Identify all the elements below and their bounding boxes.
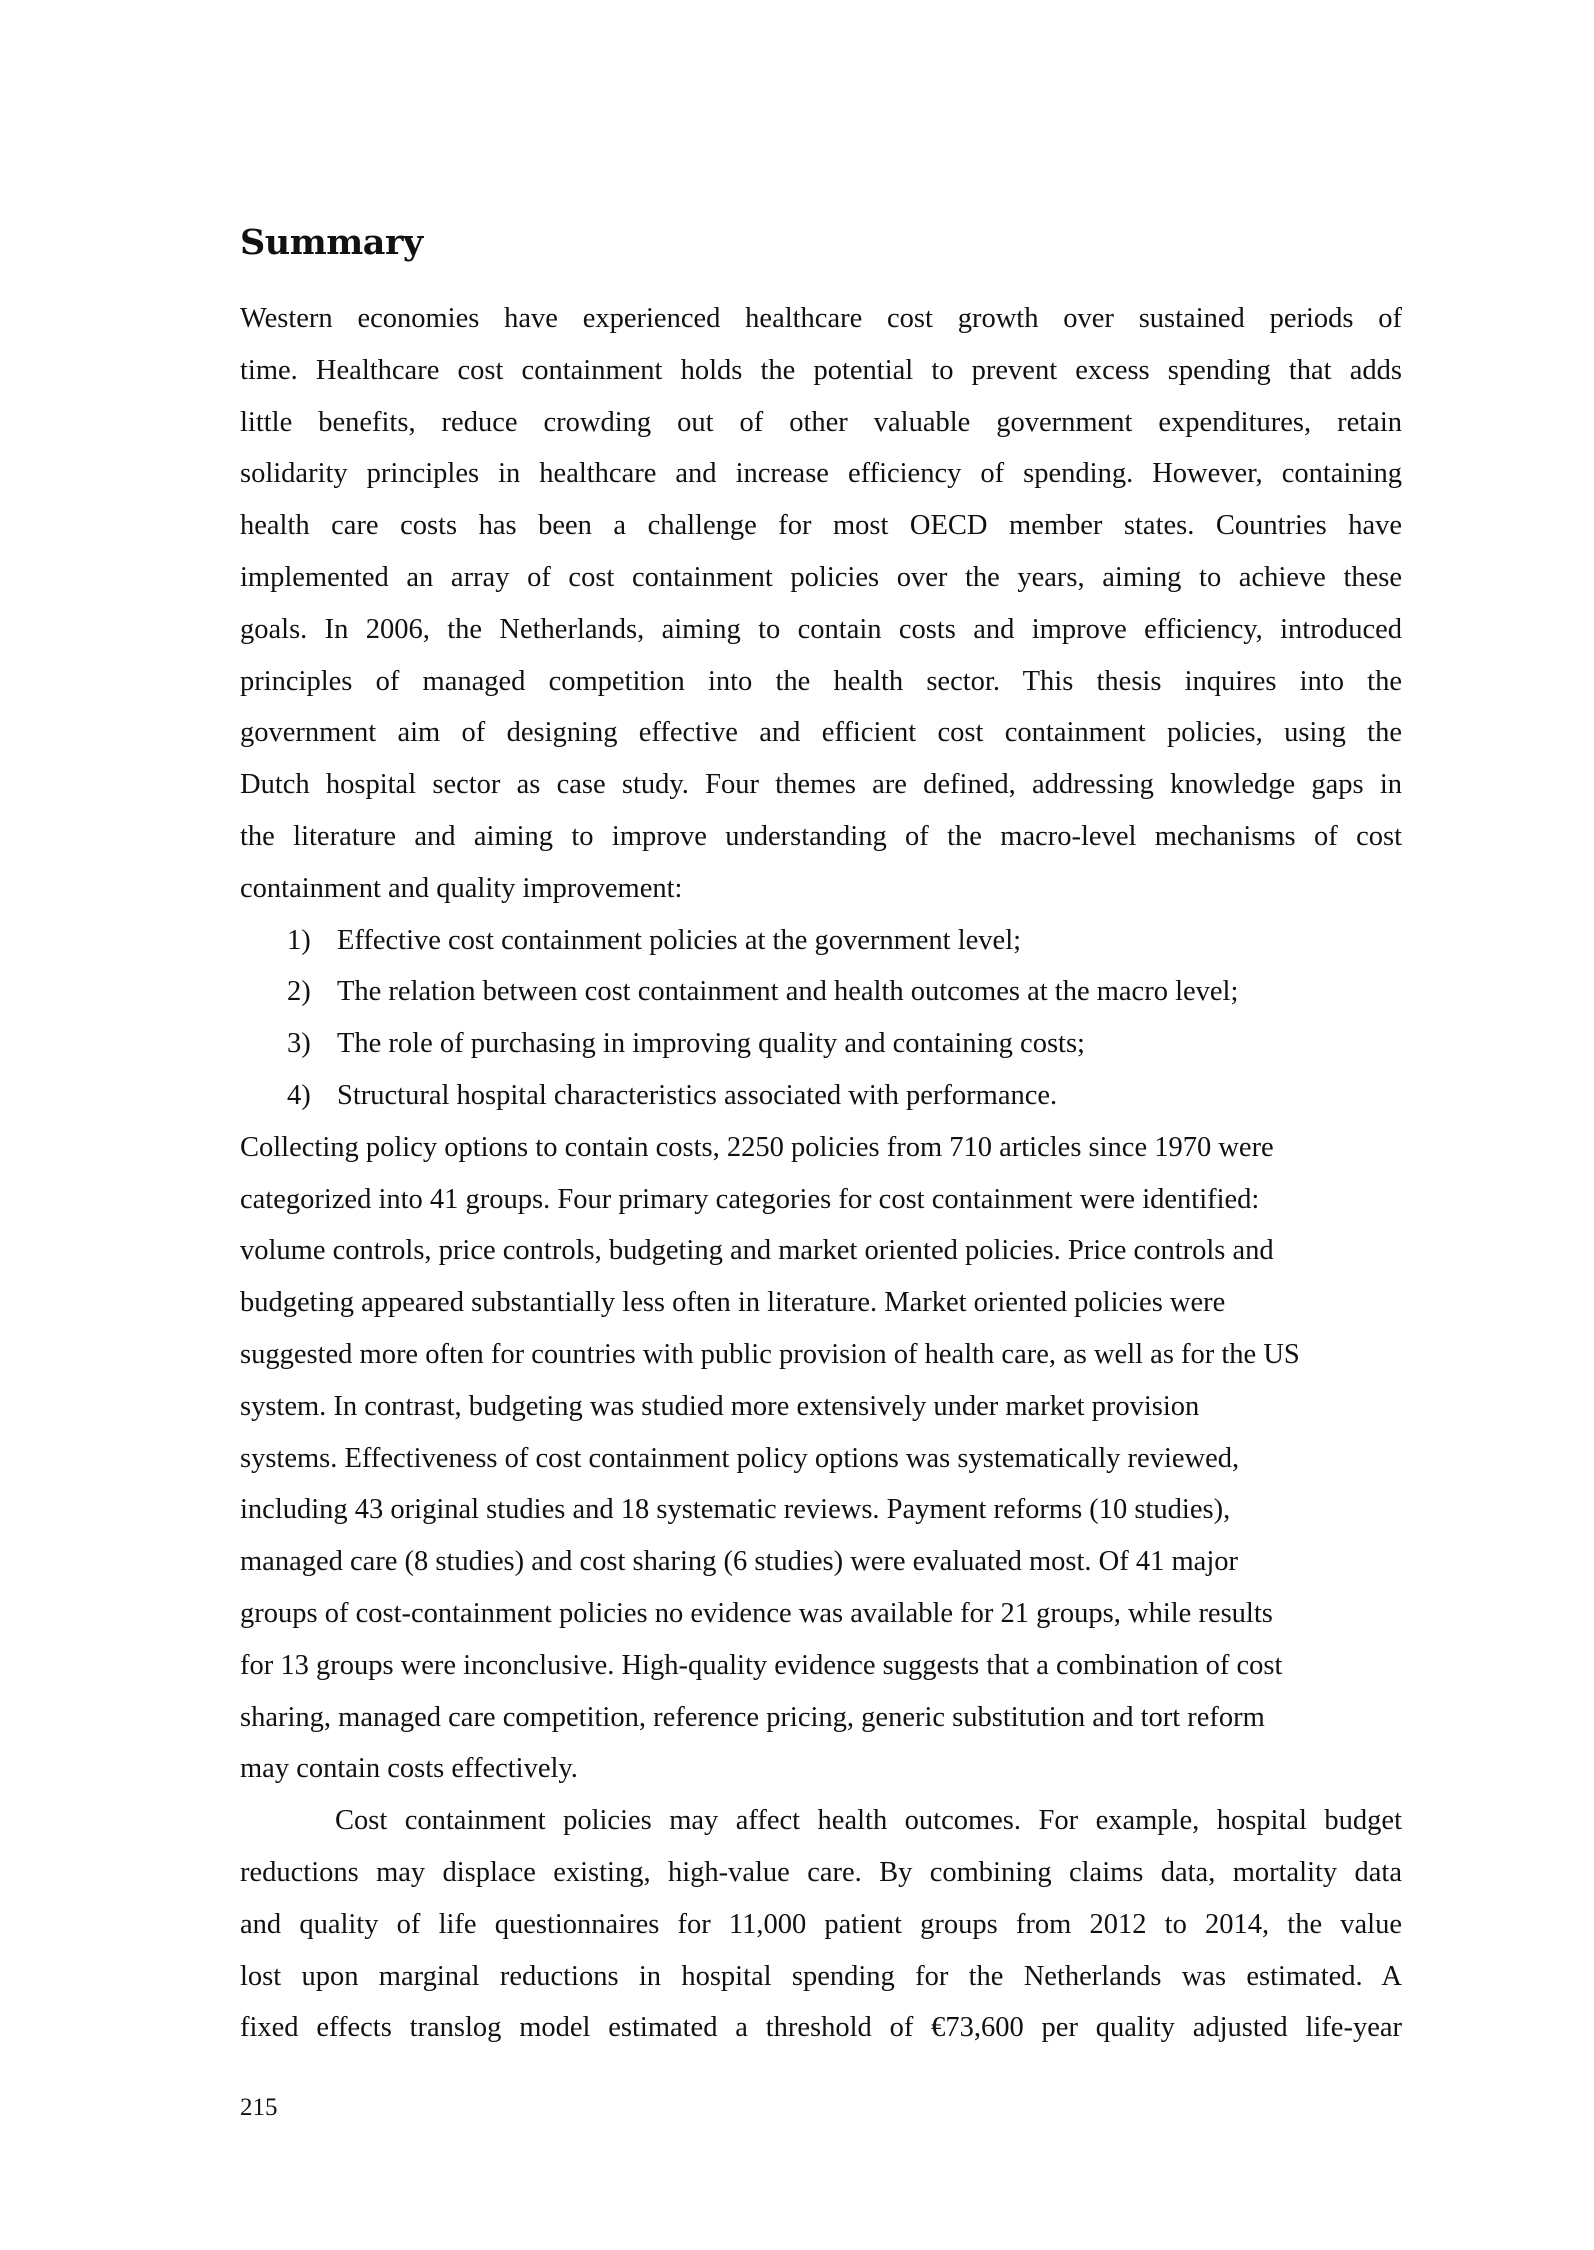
theme-list-item	[240, 1018, 1402, 1070]
paragraph-2-line: budgeting appeared substantially less often in literature. Market oriented policies were	[240, 1287, 1226, 1319]
theme-number: 3)	[287, 1028, 311, 1060]
paragraph-2-line: categorized into 41 groups. Four primary categories for cost containment were identified:	[240, 1183, 1260, 1215]
theme-number: 2)	[287, 976, 311, 1008]
paragraph-2-line: groups of cost-containment policies no evidence was available for 21 groups, while results	[240, 1597, 1273, 1629]
paragraph-3-line: and quality of life questionnaires for 11,000 patient groups from 2012 to 2014, the value	[240, 1908, 1402, 1940]
theme-number: 1)	[287, 924, 311, 956]
theme-text: Structural hospital characteristics associated with performance.	[337, 1079, 1058, 1111]
paragraph-1-line: Western economies have experienced healthcare cost growth over sustained periods of	[240, 303, 1402, 334]
paragraph-2-line: suggested more often for countries with public provision of health care, as well as for the US	[240, 1338, 1300, 1370]
theme-text: The relation between cost containment and health outcomes at the macro level;	[337, 976, 1239, 1008]
paragraph-3-line: fixed effects translog model estimated a threshold of €73,600 per quality adjusted life-year	[240, 2012, 1402, 2044]
summary-body	[240, 293, 1402, 2054]
theme-number: 4)	[287, 1079, 311, 1111]
paragraph-2-line: volume controls, price controls, budgeting and market oriented policies. Price controls and	[240, 1235, 1274, 1267]
paragraph-1-line: the literature and aiming to improve understanding of the macro-level mechanisms of cost	[240, 820, 1402, 852]
page-heading: Summary	[240, 222, 423, 263]
paragraph-1-line: little benefits, reduce crowding out of other valuable government expenditures, retain	[240, 406, 1402, 438]
paragraph-1-line: containment and quality improvement:	[240, 872, 683, 904]
page-number: 215	[240, 2094, 278, 2121]
paragraph-1-line: time. Healthcare cost containment holds the potential to prevent excess spending that adds	[240, 354, 1402, 386]
paragraph-2-line: sharing, managed care competition, reference pricing, generic substitution and tort reform	[240, 1701, 1265, 1733]
paragraph-3-line: reductions may displace existing, high-value care. By combining claims data, mortality data	[240, 1856, 1402, 1888]
paragraph-2-line: including 43 original studies and 18 systematic reviews. Payment reforms (10 studies),	[240, 1494, 1231, 1526]
paragraph-1-line: principles of managed competition into the health sector. This thesis inquires into the	[240, 665, 1402, 697]
paragraph-1-line: implemented an array of cost containment policies over the years, aiming to achieve these	[240, 561, 1402, 593]
paragraph-1-line: government aim of designing effective and efficient cost containment policies, using the	[240, 717, 1402, 749]
theme-text: The role of purchasing in improving quality and containing costs;	[337, 1028, 1085, 1060]
paragraph-2-line: system. In contrast, budgeting was studied more extensively under market provision	[240, 1390, 1200, 1422]
paragraph-2-line: Collecting policy options to contain costs, 2250 policies from 710 articles since 1970 were	[240, 1131, 1274, 1163]
paragraph-2-line: systems. Effectiveness of cost containment policy options was systematically reviewed,	[240, 1442, 1240, 1474]
paragraph-3-line: Cost containment policies may affect health outcomes. For example, hospital budget	[335, 1805, 1402, 1837]
paragraph-2-line: for 13 groups were inconclusive. High-quality evidence suggests that a combination of cost	[240, 1649, 1283, 1681]
theme-list-item	[240, 966, 1402, 1018]
paragraph-1-line: solidarity principles in healthcare and increase efficiency of spending. However, containing	[240, 458, 1402, 490]
theme-list-item	[240, 1070, 1402, 1122]
paragraph-2-line: may contain costs effectively.	[240, 1753, 578, 1785]
paragraph-3-line: lost upon marginal reductions in hospital spending for the Netherlands was estimated. A	[240, 1960, 1402, 1992]
theme-text: Effective cost containment policies at the government level;	[337, 924, 1022, 956]
paragraph-1-line: goals. In 2006, the Netherlands, aiming to contain costs and improve efficiency, introduced	[240, 613, 1402, 645]
theme-list-item	[240, 915, 1402, 967]
paragraph-1-line: Dutch hospital sector as case study. Four themes are defined, addressing knowledge gaps in	[240, 769, 1402, 801]
paragraph-2-line: managed care (8 studies) and cost sharing (6 studies) were evaluated most. Of 41 major	[240, 1546, 1238, 1578]
paragraph-1-line: health care costs has been a challenge for most OECD member states. Countries have	[240, 510, 1402, 542]
